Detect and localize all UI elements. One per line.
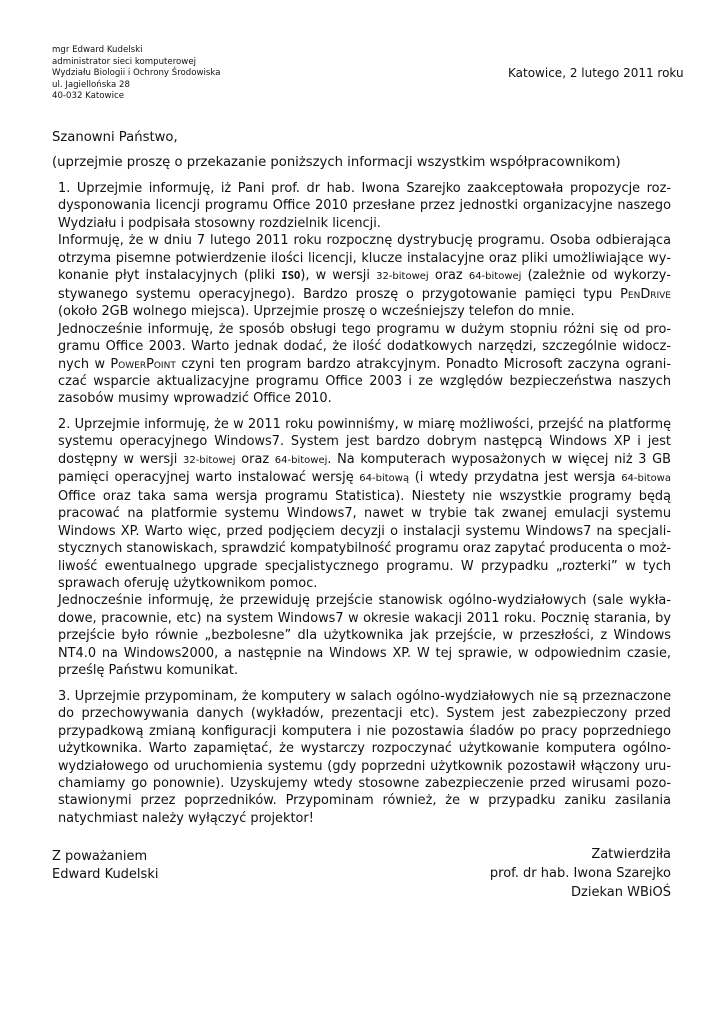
approver-name: prof. dr hab. Iwona Szarejko <box>489 866 671 881</box>
text: czyni ten program bardzo atrakcyjnym. Ponadto Microsoft zaczyna ograniczać wsparcie aktualizacyjne programu Office 2003 i ze względów bezpieczeństwa naszych zasobów musimy wprowadzić Office 2010. <box>58 356 671 407</box>
closing-block <box>52 848 158 883</box>
approval-label: Zatwierdziła <box>591 847 671 862</box>
bit-64-term: 64-bitowa <box>621 473 671 485</box>
powerpoint-term: PowerPoint <box>110 356 176 372</box>
approver-title: Dziekan WBiOŚ <box>571 885 671 900</box>
text: Jednocześnie informuję, że sposób obsługi tego programu w dużym stopniu różni się od programu Office 2003. Warto jednak dodać, że ilość dodatkowych narzędzi, szczególnie widocznych w <box>58 321 671 372</box>
text: oraz <box>235 451 275 467</box>
bit-64-term: 64-bitowej <box>468 271 522 283</box>
text: oraz <box>428 268 469 284</box>
text: 2. Uprzejmie informuję, że w 2011 roku powinniśmy, w miarę możliwości, przejść na platformę systemu operacyjnego Windows7. System jest bardzo dobrym następcą Windows XP i jest dostępny w wersji <box>58 416 671 467</box>
approval-block <box>490 845 671 902</box>
date-line: Katowice, 2 lutego 2011 roku <box>508 66 684 80</box>
pendrive-term: PenDrive <box>620 286 671 302</box>
text: Informuję, że w dniu 7 lutego 2011 roku rozpocznę dystrybucję programu. Osoba odbierająca otrzyma pisemne potwierdzenie ilości licencji, klucze instalacyjne oraz pliki umożliwiające wykonanie płyt instalacyjnych (pliki <box>58 233 671 284</box>
sender-city: 40-032 Katowice <box>52 91 124 102</box>
closing-salutation: Z poważaniem <box>52 849 148 864</box>
text: Office oraz taka sama wersja programu Statistica). Niestety nie wszystkie programy będą pracować na platformie systemu Windows7, nawet w trybie tak zwanej emulacji systemu Windows XP. Warto więc, przed podjęciem decyzji o instalacji systemu Windows7 na specjalistycznych stanowiskach, sprawdzić kompatybilność programu oraz zapytać producenta o możliwość ewentualnego upgrade specjalistycznego programu. W przypadku „rozterki” w tych sprawach oferuję użytkownikom pomoc. <box>58 488 671 591</box>
sender-department: Wydziału Biologii i Ochrony Środowiska <box>52 68 221 79</box>
paragraph-1-distribution <box>58 232 671 320</box>
bit-64-term: 64-bitową <box>359 473 410 485</box>
paragraph-2-windows7 <box>58 416 671 593</box>
text: . Na komputerach wyposażonych w więcej niż 3 GB pamięci operacyjnej warto instalować wersję <box>58 451 671 486</box>
bit-64-term: 64-bitowej <box>274 454 328 466</box>
text: (około 2GB wolnego miejsca). Uprzejmie proszę o wcześniejszy telefon do mnie. <box>58 304 575 320</box>
sender-street: ul. Jagiellońska 28 <box>52 79 130 90</box>
forward-request: (uprzejmie proszę o przekazanie poniższych informacji wszystkim współpracownikom) <box>52 155 621 170</box>
text: (zależnie od wykorzystywanego systemu operacyjnego). Bardzo proszę o przygotowanie pamięci typu <box>58 268 671 302</box>
iso-term: ISO <box>281 270 301 283</box>
paragraph-2-migration: Jednocześnie informuję, że przewiduję przejście stanowisk ogólno-wydziałowych (sale wykładowe, pracownie, etc) na system Windows7 w okresie wakacji 2011 roku. Pocznię starania, by przejście było równie „bezbolesne” dla użytkownika jak przejście, w przeszłości, z Windows NT4.0 na Windows2000, a następnie na Windows XP. W tej sprawie, w odpowiednim czasie, prześlę Państwu komunikat. <box>58 593 671 679</box>
paragraph-1-intro: 1. Uprzejmie informuję, iż Pani prof. dr hab. Iwona Szarejko zaakceptowała propozycje rozdysponowania licencji programu Office 2010 przesłane przez jednostki organizacyjne naszego Wydziału i podpisała stosowny rozdzielnik licencji. <box>58 181 671 231</box>
sender-name: mgr Edward Kudelski <box>52 45 143 55</box>
greeting: Szanowni Państwo, <box>52 130 178 145</box>
sender-block <box>52 45 221 103</box>
text: ), w wersji <box>300 268 377 284</box>
closing-signature-name: Edward Kudelski <box>52 866 159 882</box>
paragraph-1-office <box>58 321 671 408</box>
bit-32-term: 32-bitowej <box>376 271 429 283</box>
bit-32-term: 32-bitowej <box>182 454 236 466</box>
paragraph-3-lab-computers: 3. Uprzejmie przypominam, że komputery w salach ogólno-wydziałowych nie są przeznaczone do przechowywania danych (wykładów, prezentacji etc). System jest zabezpieczony przed przypadkową zmianą konfiguracji komputera i nie pozostawia śladów po pracy poprzedniego użytkownika. Warto zapamiętać, że wystarczy rozpoczynać użytkowanie komputera ogólnowydziałowego od uruchomienia systemu (gdy poprzedni użytkownik pozostawił włączony uruchamiamy go ponownie). Uzyskujemy wtedy stosowne zabezpieczenie przed wirusami pozostawionymi przez poprzedników. Przypominam również, że w przypadku zaniku zasilania natychmiast należy wyłączyć projektor! <box>58 688 671 826</box>
sender-role: administrator sieci komputerowej <box>52 56 197 67</box>
text: (i wtedy przydatna jest wersja <box>409 470 622 486</box>
letter-body <box>58 180 671 827</box>
